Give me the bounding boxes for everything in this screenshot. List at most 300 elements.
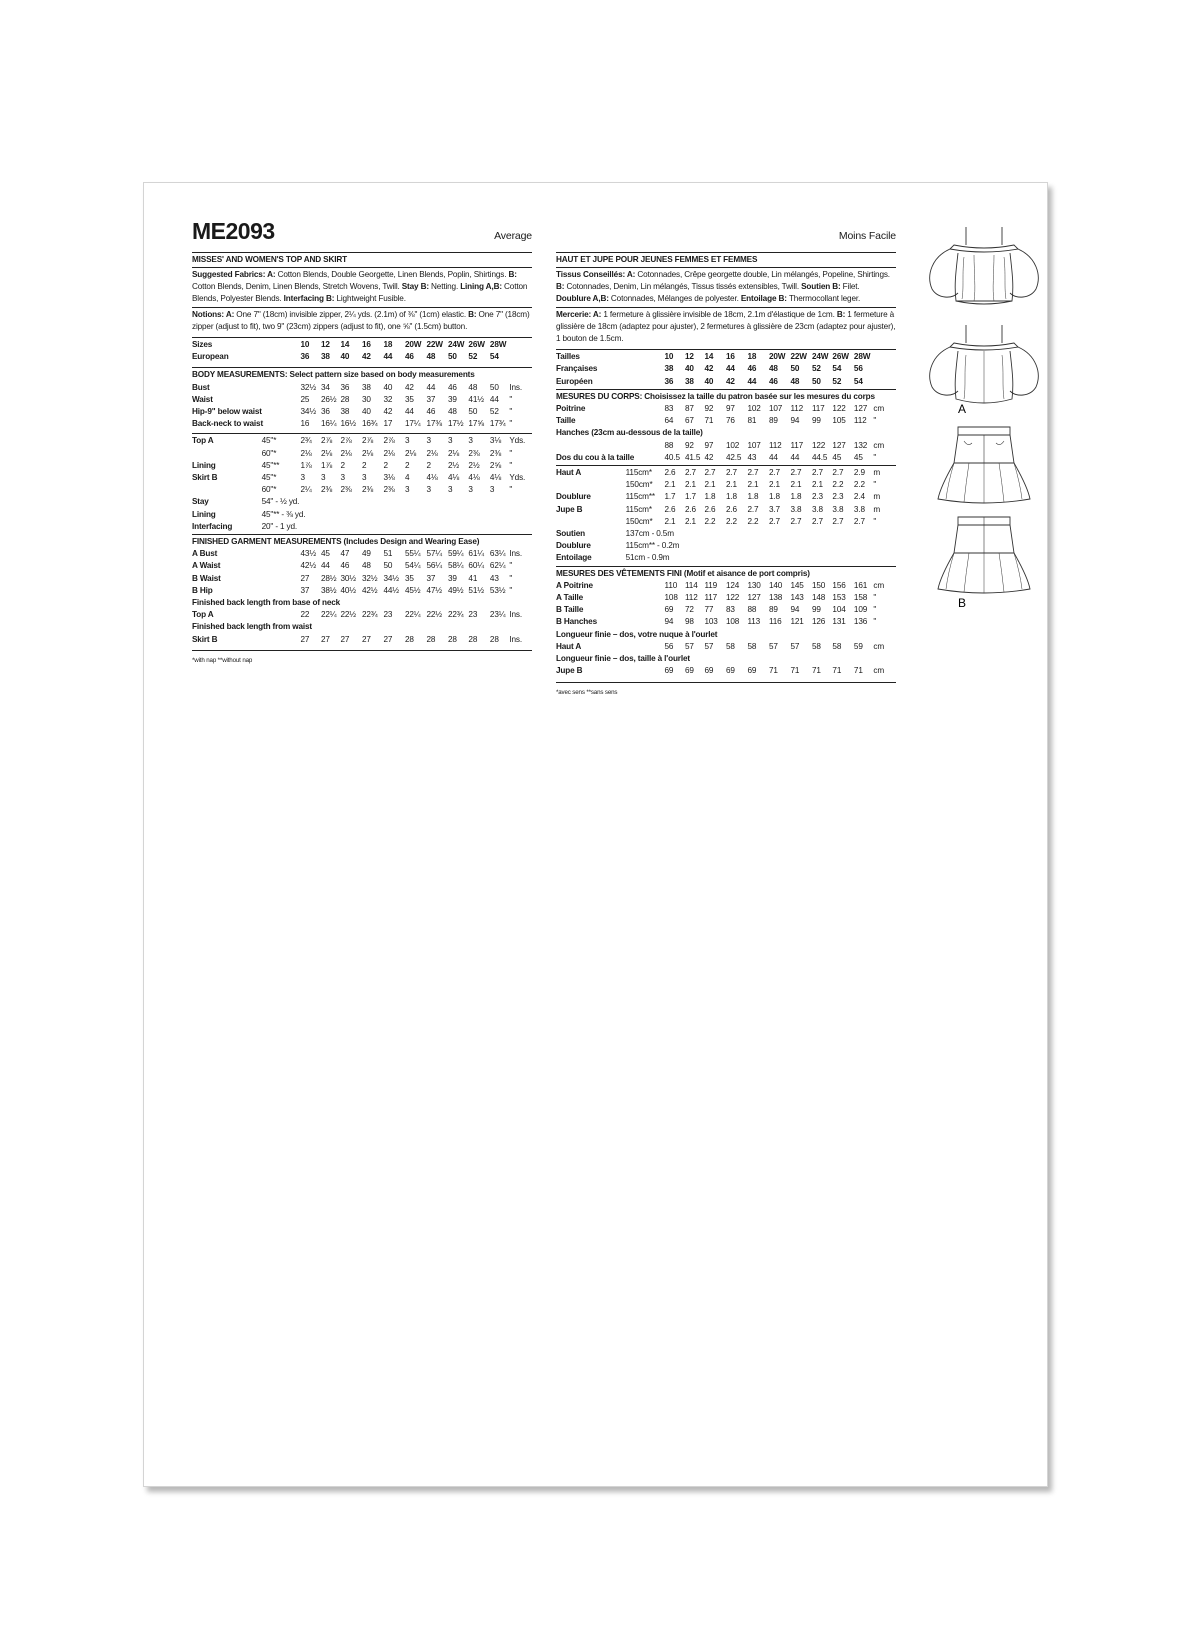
fabric-width bbox=[626, 592, 665, 604]
row-label: A Waist bbox=[192, 561, 221, 571]
table-cell bbox=[448, 496, 468, 508]
fabric-width: 60"* bbox=[261, 485, 277, 495]
row-label: B Taille bbox=[556, 605, 584, 615]
table-cell bbox=[405, 496, 427, 508]
table-row bbox=[556, 491, 896, 503]
table-row bbox=[192, 560, 532, 572]
table-cell bbox=[832, 552, 854, 564]
table-cell: 38 bbox=[340, 407, 350, 417]
table-row bbox=[192, 509, 532, 521]
footnote-fr: *avec sens **sans sens bbox=[556, 688, 618, 696]
table-cell: 77 bbox=[704, 605, 714, 615]
table-cell: 37 bbox=[300, 585, 310, 595]
table-cell bbox=[468, 521, 490, 533]
table-cell bbox=[790, 427, 812, 439]
table-cell: 99 bbox=[811, 605, 821, 615]
table-cell bbox=[726, 540, 748, 552]
table-cell: 2 bbox=[404, 460, 410, 470]
table-cell: 3 bbox=[468, 436, 473, 446]
table-cell: 2.7 bbox=[768, 516, 780, 526]
table-cell: 2⅛ bbox=[447, 448, 460, 458]
table-cell: 16½ bbox=[340, 419, 356, 429]
suggested-fabrics: Suggested Fabrics: A: Cotton Blends, Double Georgette, Linen Blends, Poplin, Shirtings. B: Cotton Blends, Denim, Linen Blends, Stretch Wovens, Twill. Stay B: Netting. Lining A,B: Cotton Blends, Polyester Blends. Interfacing B: Lightweight Fusible. bbox=[192, 270, 528, 304]
table-cell: 112 bbox=[685, 593, 698, 603]
table-cell: 92 bbox=[685, 440, 694, 450]
table-cell: 3 bbox=[447, 485, 453, 495]
table-cell: 3.8 bbox=[790, 504, 802, 514]
table-cell: 117 bbox=[704, 593, 718, 603]
table-cell: 2⅛ bbox=[300, 448, 312, 458]
table-cell: 4⅛ bbox=[468, 473, 480, 483]
table-cell: " bbox=[873, 452, 877, 462]
table-cell: 2½ bbox=[447, 460, 460, 470]
table-cell: 28 bbox=[468, 634, 478, 644]
footnote: *with nap **without nap bbox=[192, 656, 253, 664]
table-cell: 43 bbox=[747, 452, 757, 462]
bold-term: Doublure A,B: bbox=[556, 294, 611, 304]
view-label-b: B bbox=[958, 596, 967, 610]
table-cell: 2⅞ bbox=[321, 436, 333, 446]
table-cell: 127 bbox=[747, 593, 761, 603]
row-label: Entoilage bbox=[556, 553, 592, 563]
table-cell: 22W bbox=[426, 340, 443, 350]
table-cell: Ins. bbox=[509, 634, 522, 644]
table-cell: 126 bbox=[811, 617, 826, 627]
table-cell: " bbox=[509, 407, 513, 417]
table-cell bbox=[769, 540, 791, 552]
table-cell: 20W bbox=[768, 352, 786, 362]
row-label: Haut A bbox=[556, 641, 582, 651]
table-row bbox=[192, 472, 532, 484]
body-measurements-table-fr bbox=[556, 403, 896, 464]
table-cell: 34½ bbox=[383, 573, 399, 583]
table-cell bbox=[747, 552, 769, 564]
table-cell: 138 bbox=[768, 593, 783, 603]
table-cell: 2⅜ bbox=[383, 485, 395, 495]
table-cell: 3⅛ bbox=[489, 436, 502, 446]
table-cell: 57 bbox=[790, 641, 800, 651]
table-cell: 17 bbox=[383, 419, 393, 429]
row-label bbox=[556, 440, 626, 452]
table-cell: 14 bbox=[340, 340, 350, 350]
yardage-table bbox=[192, 435, 532, 533]
table-cell: 57¼ bbox=[426, 549, 442, 559]
table-row bbox=[192, 521, 532, 533]
table-cell: 44 bbox=[790, 452, 800, 462]
table-cell bbox=[726, 552, 748, 564]
table-cell: 44 bbox=[383, 352, 393, 362]
table-cell: cm bbox=[873, 666, 884, 676]
table-cell: 52 bbox=[489, 407, 499, 417]
table-cell: 42 bbox=[704, 452, 714, 462]
table-cell: 1.7 bbox=[685, 492, 696, 502]
table-row bbox=[192, 448, 532, 460]
difficulty-level-fr: Moins Facile bbox=[838, 230, 896, 242]
table-cell: 97 bbox=[704, 440, 714, 450]
table-cell: 3 bbox=[447, 436, 453, 446]
table-cell: 2⅜ bbox=[321, 485, 333, 495]
table-cell: " bbox=[509, 585, 513, 595]
table-cell: 22W bbox=[790, 352, 807, 362]
table-cell bbox=[340, 509, 362, 521]
table-cell bbox=[340, 521, 362, 533]
table-cell: 69 bbox=[685, 666, 694, 676]
table-cell bbox=[685, 552, 704, 564]
skirt-b-front-icon bbox=[938, 427, 1030, 503]
table-cell: 4⅛ bbox=[489, 473, 502, 483]
table-row bbox=[556, 641, 896, 653]
bold-term: B: bbox=[556, 282, 567, 292]
table-row bbox=[192, 609, 532, 621]
notions: Notions: A: One 7" (18cm) invisible zipper, 2¼ yds. (2.1m) of ⅜" (1cm) elastic. B: One 7" (18cm) zipper (adjust to fit), two 9" (23cm) zippers (adjust to fit), one ⅝" (1.5cm) button. bbox=[192, 309, 530, 331]
table-cell: 143 bbox=[790, 593, 804, 603]
table-cell bbox=[426, 509, 448, 521]
table-cell: 71 bbox=[704, 416, 714, 426]
table-cell: 3.7 bbox=[768, 504, 780, 514]
table-cell: Ins. bbox=[509, 549, 522, 559]
table-cell: 150 bbox=[811, 580, 826, 590]
bold-term: A: bbox=[626, 270, 638, 279]
table-cell bbox=[383, 509, 405, 521]
table-cell: 23 bbox=[383, 610, 393, 620]
table-cell bbox=[854, 528, 873, 540]
table-cell: 2⅜ bbox=[468, 448, 480, 458]
table-cell: 3 bbox=[468, 485, 473, 495]
table-cell: 34 bbox=[321, 382, 330, 392]
table-cell: 2 bbox=[361, 460, 367, 470]
table-cell: 39 bbox=[447, 394, 457, 404]
bold-term: Suggested Fabrics: bbox=[192, 270, 268, 279]
table-cell: 49 bbox=[361, 549, 371, 559]
table-row bbox=[556, 427, 896, 439]
table-cell: 42 bbox=[704, 364, 714, 374]
table-cell: 107 bbox=[747, 440, 761, 450]
table-cell: " bbox=[873, 480, 877, 490]
table-cell: 32 bbox=[383, 394, 393, 404]
table-cell: 71 bbox=[853, 666, 863, 676]
table-row bbox=[556, 665, 896, 677]
table-cell: 2.1 bbox=[768, 480, 780, 490]
fabric-width: 115cm* bbox=[625, 468, 652, 478]
table-cell: 2.7 bbox=[832, 516, 844, 526]
table-cell bbox=[832, 427, 854, 439]
table-row bbox=[192, 394, 532, 406]
table-cell: " bbox=[873, 617, 877, 627]
table-cell bbox=[468, 509, 490, 521]
fabric-width: 115cm* bbox=[625, 504, 652, 514]
table-cell bbox=[873, 540, 896, 552]
fabric-width bbox=[262, 548, 301, 560]
fabric-width bbox=[262, 609, 301, 621]
table-cell: 94 bbox=[790, 416, 800, 426]
table-cell: 2⅝ bbox=[489, 460, 502, 470]
table-cell: 40.5 bbox=[664, 452, 680, 462]
pattern-title-fr: HAUT ET JUPE POUR JEUNES FEMMES ET FEMMES bbox=[556, 255, 758, 264]
fabric-width: 54" - ½ yd. bbox=[261, 497, 300, 507]
table-cell: 50 bbox=[447, 352, 457, 362]
table-cell: 26W bbox=[832, 352, 849, 362]
table-cell bbox=[405, 521, 427, 533]
length-neck-table-fr bbox=[556, 641, 896, 653]
table-cell: 67 bbox=[685, 416, 694, 426]
view-label-a: A bbox=[958, 402, 967, 416]
fabric-width: 45"** - ⅜ yd. bbox=[261, 509, 306, 519]
table-cell: 2.7 bbox=[747, 468, 759, 478]
table-cell bbox=[340, 496, 362, 508]
table-cell: 49½ bbox=[447, 585, 464, 595]
table-cell: 2⅜ bbox=[489, 448, 502, 458]
table-cell: 62¼ bbox=[489, 561, 506, 571]
table-cell: 16¼ bbox=[321, 419, 337, 429]
table-cell: 119 bbox=[704, 580, 718, 590]
table-cell: 43 bbox=[489, 573, 499, 583]
table-cell: 4⅛ bbox=[447, 473, 460, 483]
table-cell: 1.7 bbox=[664, 492, 676, 502]
table-row bbox=[556, 415, 896, 427]
table-cell: 52 bbox=[811, 364, 821, 374]
table-cell bbox=[490, 509, 509, 521]
suggested-fabrics-fr: Tissus Conseillés: A: Cotonnades, Crêpe georgette double, Lin mélangés, Popeline, Shirtings. B: Cotonnades, Denim, Lin mélangés, Tissus tissés extensibles, Twill. Soutien B: Filet. Doublure A,B: Cotonnades, Mélanges de polyester. Entoilage B: Thermocollant leger. bbox=[556, 270, 890, 304]
table-cell: 27 bbox=[340, 634, 350, 644]
table-cell: 1.8 bbox=[747, 492, 759, 502]
table-cell: 2⅛ bbox=[383, 448, 395, 458]
table-cell: 51½ bbox=[468, 585, 484, 595]
fabric-width bbox=[626, 641, 665, 653]
fabric-width: 137cm - 0.5m bbox=[625, 529, 674, 539]
table-cell: 44 bbox=[321, 561, 330, 571]
table-cell: 81 bbox=[747, 416, 757, 426]
table-cell: m bbox=[873, 492, 881, 502]
table-cell: 3 bbox=[404, 436, 410, 446]
bold-term: Notions: bbox=[192, 309, 226, 319]
table-cell: 2.7 bbox=[725, 468, 737, 478]
table-cell: 69 bbox=[725, 666, 735, 676]
table-cell: 110 bbox=[664, 580, 678, 590]
table-cell: Yds. bbox=[509, 473, 526, 483]
table-cell: 48 bbox=[447, 407, 457, 417]
table-cell: 38 bbox=[361, 382, 371, 392]
table-cell: 45 bbox=[321, 549, 330, 559]
table-cell: 46 bbox=[340, 561, 350, 571]
table-cell: 2.9 bbox=[853, 468, 865, 478]
table-cell: 3 bbox=[426, 436, 431, 446]
row-label: Poitrine bbox=[556, 404, 586, 414]
table-row bbox=[556, 592, 896, 604]
table-row bbox=[556, 351, 896, 363]
table-cell: 72 bbox=[685, 605, 694, 615]
table-cell: 44 bbox=[489, 394, 499, 404]
table-cell: 57 bbox=[685, 641, 694, 651]
table-cell: " bbox=[509, 485, 513, 495]
table-cell: 117 bbox=[790, 440, 804, 450]
table-cell: 3 bbox=[426, 485, 431, 495]
table-cell bbox=[873, 376, 896, 388]
table-cell bbox=[854, 427, 873, 439]
table-cell: 26W bbox=[468, 340, 485, 350]
table-cell: 2.7 bbox=[704, 468, 716, 478]
row-label: Skirt B bbox=[192, 473, 218, 483]
table-cell: 34½ bbox=[300, 407, 317, 417]
table-cell bbox=[448, 509, 468, 521]
fabric-width: 45"* bbox=[261, 473, 277, 483]
fabric-width bbox=[626, 403, 665, 415]
table-cell: 24W bbox=[447, 340, 465, 350]
table-cell: " bbox=[873, 416, 877, 426]
table-cell: 104 bbox=[832, 605, 846, 615]
table-cell: 3 bbox=[361, 473, 367, 483]
table-cell: 18 bbox=[383, 340, 393, 350]
fabric-width bbox=[262, 418, 301, 430]
table-cell bbox=[685, 528, 704, 540]
row-label: B Waist bbox=[192, 573, 221, 583]
table-cell: 12 bbox=[321, 340, 330, 350]
table-cell: 42 bbox=[725, 376, 735, 386]
table-cell: 22 bbox=[300, 610, 310, 620]
table-cell: 58 bbox=[811, 641, 821, 651]
table-cell: 43½ bbox=[300, 549, 317, 559]
length-neck-title: Finished back length from base of neck bbox=[192, 598, 341, 608]
row-label: Waist bbox=[192, 394, 213, 404]
row-label: Tailles bbox=[556, 352, 580, 362]
table-cell: 46 bbox=[447, 382, 457, 392]
table-row bbox=[192, 496, 532, 508]
fabric-width bbox=[626, 376, 665, 388]
table-cell: 17½ bbox=[447, 419, 464, 429]
row-label: Sizes bbox=[192, 340, 213, 350]
header bbox=[192, 218, 532, 251]
table-cell: 124 bbox=[725, 580, 740, 590]
table-cell: 36 bbox=[664, 376, 674, 386]
table-cell: 58 bbox=[725, 641, 735, 651]
table-cell bbox=[747, 427, 769, 439]
body-measurements-title-fr: MESURES DU CORPS: Choisissez la taille du patron basée sur les mesures du corps bbox=[556, 391, 875, 401]
table-cell: 26½ bbox=[321, 394, 337, 404]
fabric-width bbox=[626, 604, 665, 616]
table-row bbox=[556, 516, 896, 528]
table-cell: 40½ bbox=[340, 585, 356, 595]
table-cell: 4⅛ bbox=[426, 473, 438, 483]
table-row bbox=[192, 484, 532, 496]
table-cell: 50 bbox=[383, 561, 393, 571]
table-cell: 37 bbox=[426, 573, 436, 583]
fabric-width bbox=[262, 406, 301, 418]
table-cell: 89 bbox=[768, 605, 778, 615]
table-cell: " bbox=[509, 394, 513, 404]
table-row bbox=[556, 440, 896, 452]
table-cell: 44 bbox=[725, 364, 735, 374]
table-cell bbox=[426, 521, 448, 533]
table-cell: 54 bbox=[489, 352, 499, 362]
table-cell: 27 bbox=[321, 634, 330, 644]
table-cell: 47 bbox=[340, 549, 350, 559]
table-cell: 2⅛ bbox=[340, 448, 352, 458]
table-cell: 105 bbox=[832, 416, 846, 426]
table-row bbox=[556, 616, 896, 628]
table-cell: 40 bbox=[704, 376, 714, 386]
row-label: Stay bbox=[192, 497, 209, 507]
table-row bbox=[556, 580, 896, 592]
fabric-width bbox=[262, 339, 301, 351]
table-cell: 69 bbox=[704, 666, 714, 676]
row-label: Hip-9" below waist bbox=[192, 407, 262, 417]
bold-term: Stay B: bbox=[401, 282, 432, 292]
table-cell: 2.1 bbox=[685, 480, 696, 490]
table-cell: 59¼ bbox=[447, 549, 464, 559]
table-cell: 44 bbox=[747, 376, 757, 386]
table-cell: 2.7 bbox=[685, 468, 696, 478]
table-cell: 28 bbox=[426, 634, 436, 644]
table-cell bbox=[426, 496, 448, 508]
table-cell: 76 bbox=[725, 416, 735, 426]
table-cell: 69 bbox=[664, 666, 674, 676]
table-cell: 1.8 bbox=[768, 492, 780, 502]
table-cell: 16¾ bbox=[361, 419, 378, 429]
table-cell: 48 bbox=[426, 352, 436, 362]
table-cell: 2⅞ bbox=[361, 436, 374, 446]
table-cell: 32½ bbox=[361, 573, 378, 583]
row-label: Haut A bbox=[556, 468, 582, 478]
table-cell: 44½ bbox=[383, 585, 399, 595]
table-cell: 17¾ bbox=[489, 419, 506, 429]
table-cell: 3 bbox=[340, 473, 345, 483]
table-cell: cm bbox=[873, 580, 884, 590]
table-cell: 61¼ bbox=[468, 549, 484, 559]
table-cell: 2.1 bbox=[725, 480, 737, 490]
table-cell: 122 bbox=[725, 593, 740, 603]
table-cell: 18 bbox=[747, 352, 757, 362]
table-cell: 28 bbox=[340, 394, 350, 404]
table-cell: 2.6 bbox=[664, 468, 676, 478]
fabric-width: 60"* bbox=[261, 448, 277, 458]
table-cell: 22¾ bbox=[447, 610, 464, 620]
row-label: Top A bbox=[192, 436, 214, 446]
top-view-a-icon bbox=[930, 227, 1039, 304]
table-cell: 32½ bbox=[300, 382, 317, 392]
fabric-width: 115cm** - 0.2m bbox=[625, 541, 680, 551]
row-label: Skirt B bbox=[192, 634, 218, 644]
table-cell: 3 bbox=[489, 485, 495, 495]
row-label: Top A bbox=[192, 610, 214, 620]
table-cell bbox=[383, 521, 405, 533]
table-cell: " bbox=[509, 419, 513, 429]
table-row bbox=[556, 540, 896, 552]
table-cell: 98 bbox=[685, 617, 694, 627]
row-label: B Hanches bbox=[556, 617, 597, 627]
table-cell bbox=[790, 528, 812, 540]
finished-measurements-table-fr bbox=[556, 580, 896, 629]
fabric-width bbox=[626, 580, 665, 592]
table-row bbox=[192, 573, 532, 585]
table-cell: " bbox=[873, 516, 877, 526]
table-cell: 12 bbox=[685, 352, 694, 362]
table-cell bbox=[704, 528, 726, 540]
table-cell: 40 bbox=[340, 352, 350, 362]
table-cell: 3 bbox=[321, 473, 326, 483]
yardage-table-fr bbox=[556, 467, 896, 565]
table-cell: 28 bbox=[404, 634, 414, 644]
table-cell: 20W bbox=[404, 340, 422, 350]
table-cell: Ins. bbox=[509, 382, 522, 392]
table-cell: 46 bbox=[747, 364, 757, 374]
fabric-width bbox=[262, 634, 301, 646]
table-cell: 28½ bbox=[321, 573, 337, 583]
fabric-width bbox=[626, 616, 665, 628]
table-cell: 102 bbox=[725, 440, 740, 450]
table-cell: 148 bbox=[811, 593, 826, 603]
row-label: Jupe B bbox=[556, 666, 583, 676]
row-label: Dos du cou à la taille bbox=[556, 452, 635, 462]
table-cell: 2.6 bbox=[704, 504, 716, 514]
